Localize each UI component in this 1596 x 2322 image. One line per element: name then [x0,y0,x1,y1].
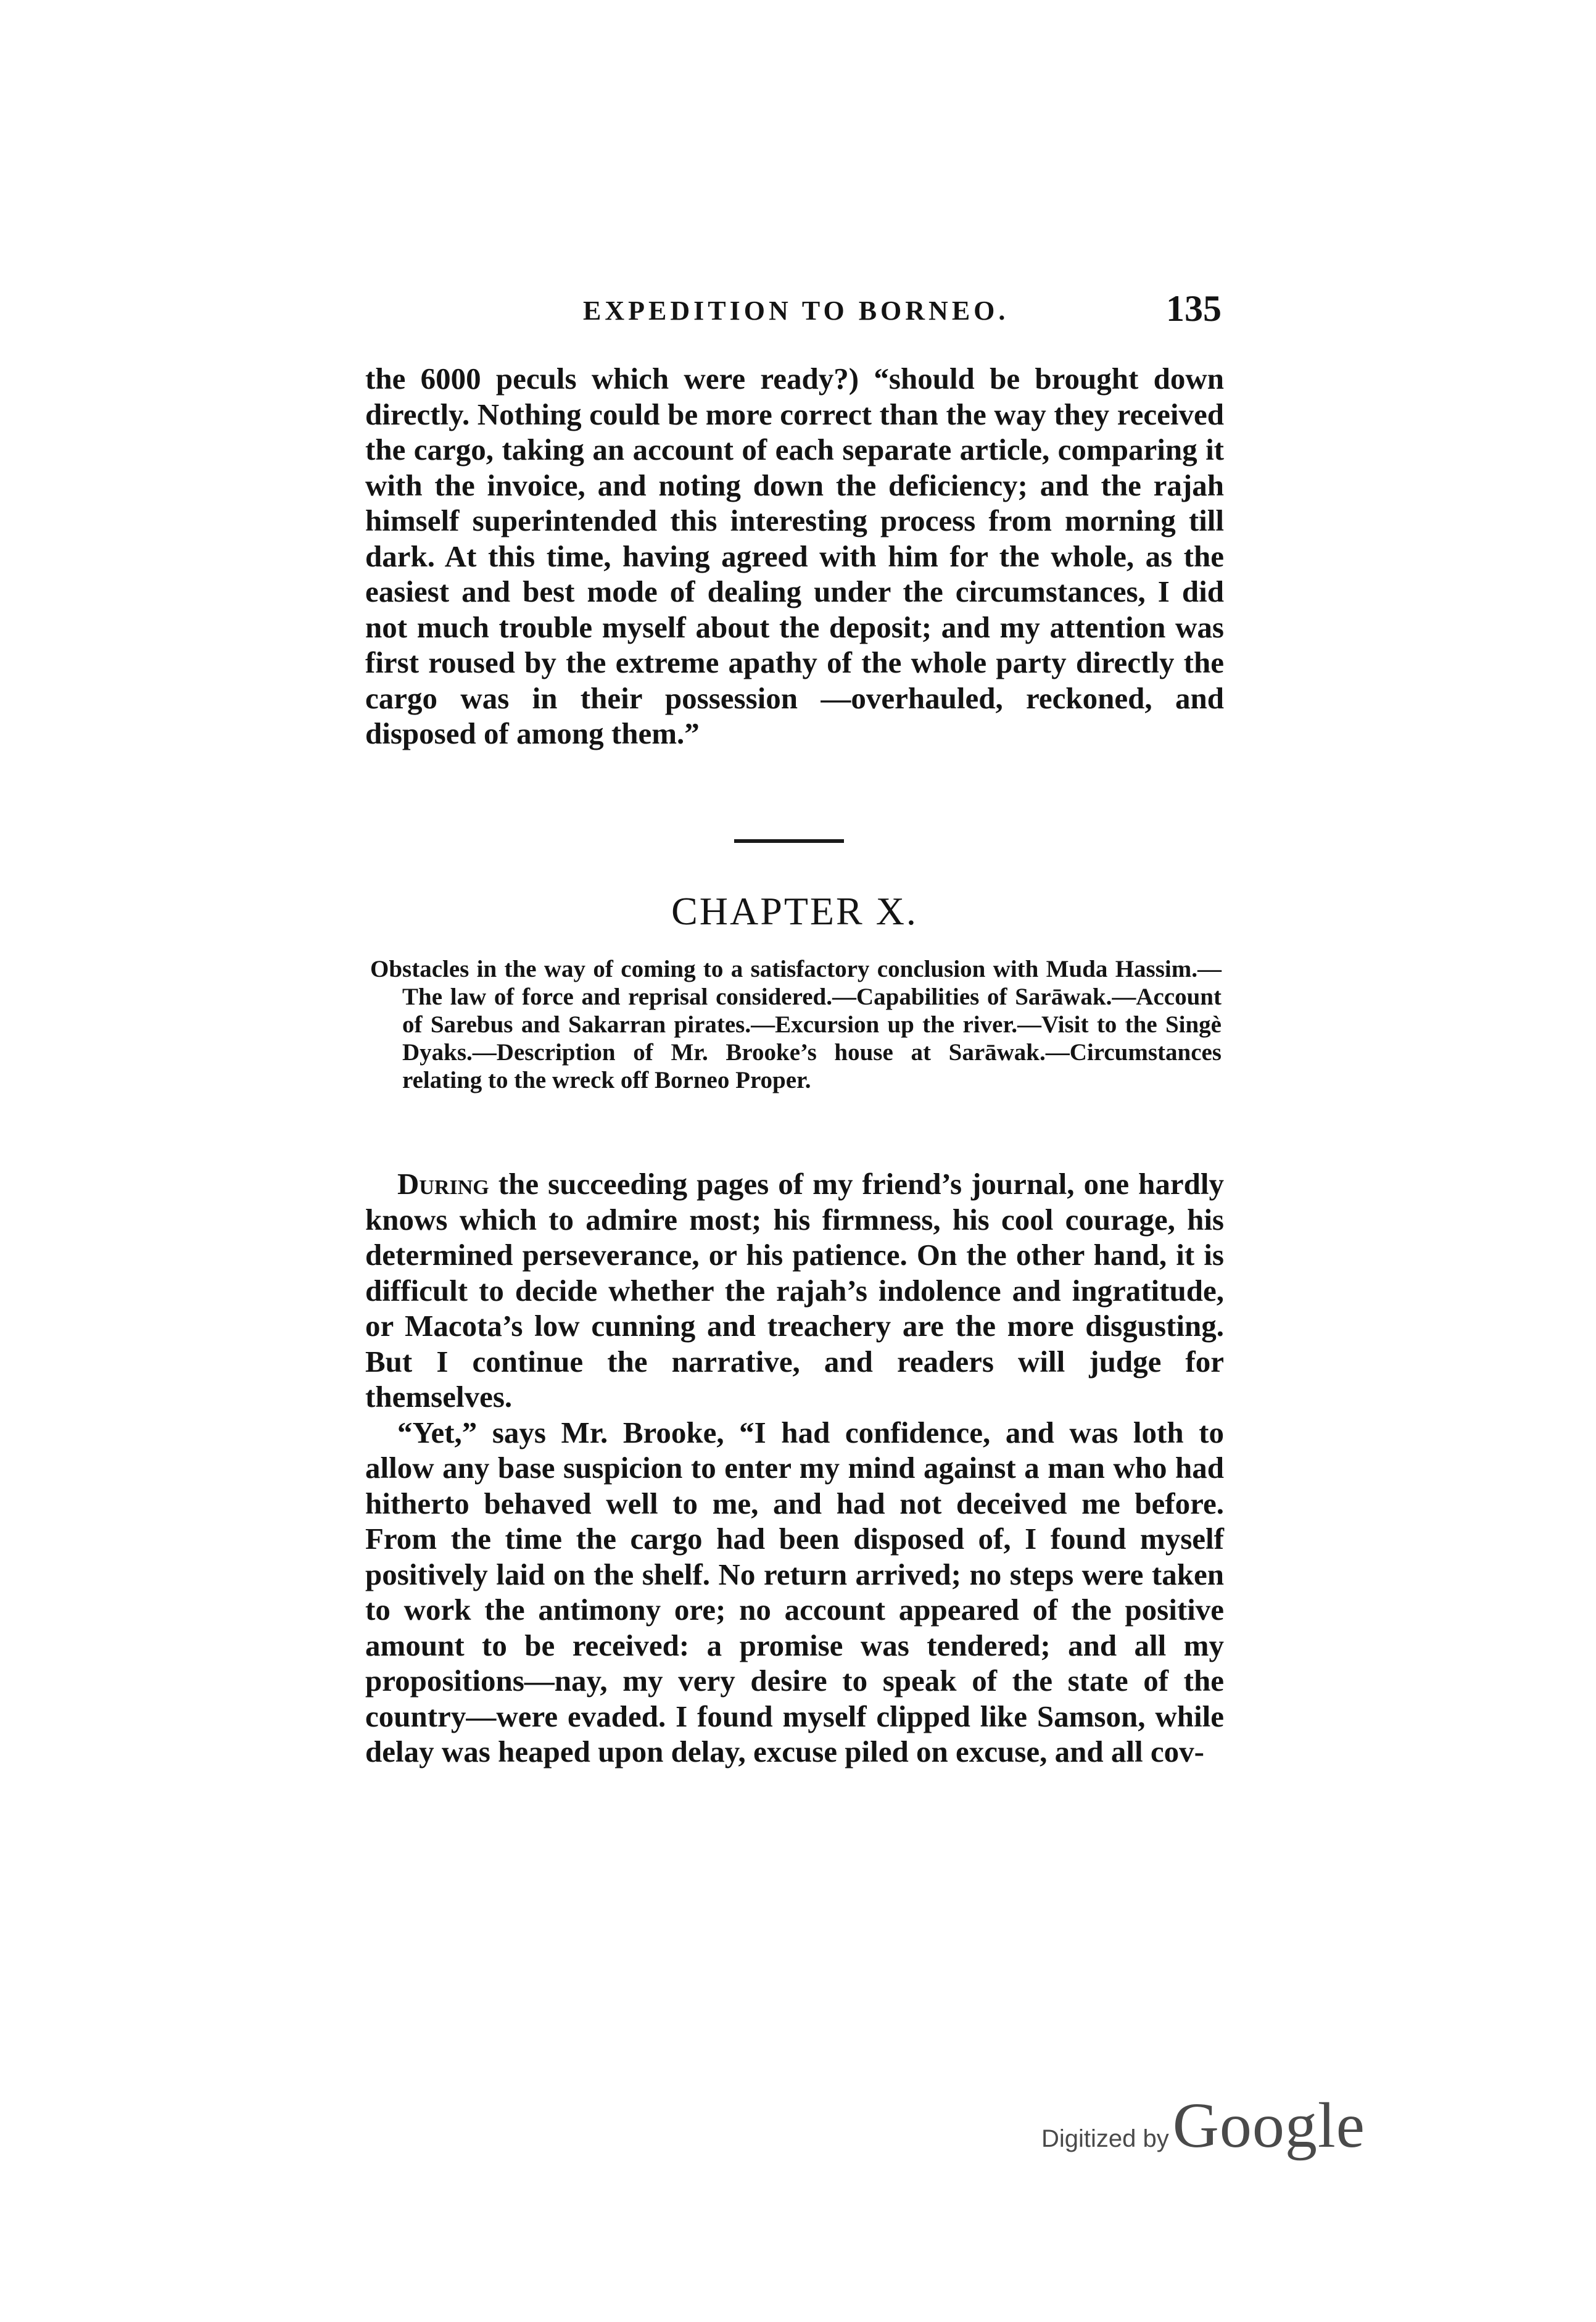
drop-word: During [397,1167,489,1201]
chapter-heading: CHAPTER X. [671,889,918,933]
paragraph-text: the succeeding pages of my friend’s journal, one hardly knows which to admire most; his firmness, his cool courage, his determined perseverance, or his patience. On the other hand, it is difficult to decide whether the rajah’s indolence and ingratitude, or Macota’s low cunning and treachery are the more disgusting. But I continue the narrative, and readers will judge for themselves. [365,1167,1224,1414]
digitization-watermark [1041,2089,1365,2169]
continuation-text [365,361,1224,752]
page-number: 135 [1166,288,1222,329]
page-header [370,290,1228,333]
continuation-paragraph: the 6000 peculs which were ready?) “should be brought down directly. Nothing could be more correct than the way they received the cargo, taking an account of each separate article, comparing it with the invoice, and noting down the deficiency; and the rajah himself superintended this interesting process from morning till dark. At this time, having agreed with him for the whole, as the easiest and best mode of dealing under the circumstances, I did not much trouble myself about the deposit; and my attention was first roused by the extreme apathy of the whole party directly the cargo was in their possession —overhauled, reckoned, and disposed of among them.” [365,362,1224,750]
chapter-synopsis: Obstacles in the way of coming to a satisfactory conclusion with Muda Hassim.—The law of force and reprisal considered.—Capabilities of Sarāwak.—Account of Sarebus and Sakarran pirates.—Excursion up the river.—Visit to the Singè Dyaks.—Description of Mr. Brooke’s house at Sarāwak.—Circumstances relating to the wreck off Borneo Proper. [370,956,1222,1093]
body-paragraph [365,1166,1224,1415]
google-logo: Google [1172,2090,1365,2161]
running-head: EXPEDITION TO BORNEO. [583,296,1009,326]
chapter-body [365,1166,1224,1770]
watermark-prefix: Digitized by [1041,2125,1169,2152]
section-divider [734,839,844,843]
body-paragraph: “Yet,” says Mr. Brooke, “I had confidence, and was loth to allow any base suspicion to enter my mind against a man who had hitherto behaved well to me, and had not deceived me before. From the time the cargo had been disposed of, I found myself positively laid on the shelf. No return arrived; no steps were taken to work the antimony ore; no account appeared of the positive amount to be received: a promise was tendered; and all my propositions—nay, my very desire to speak of the state of the country—were evaded. I found myself clipped like Samson, while delay was heaped upon delay, excuse piled on excuse, and all cov- [365,1415,1224,1768]
